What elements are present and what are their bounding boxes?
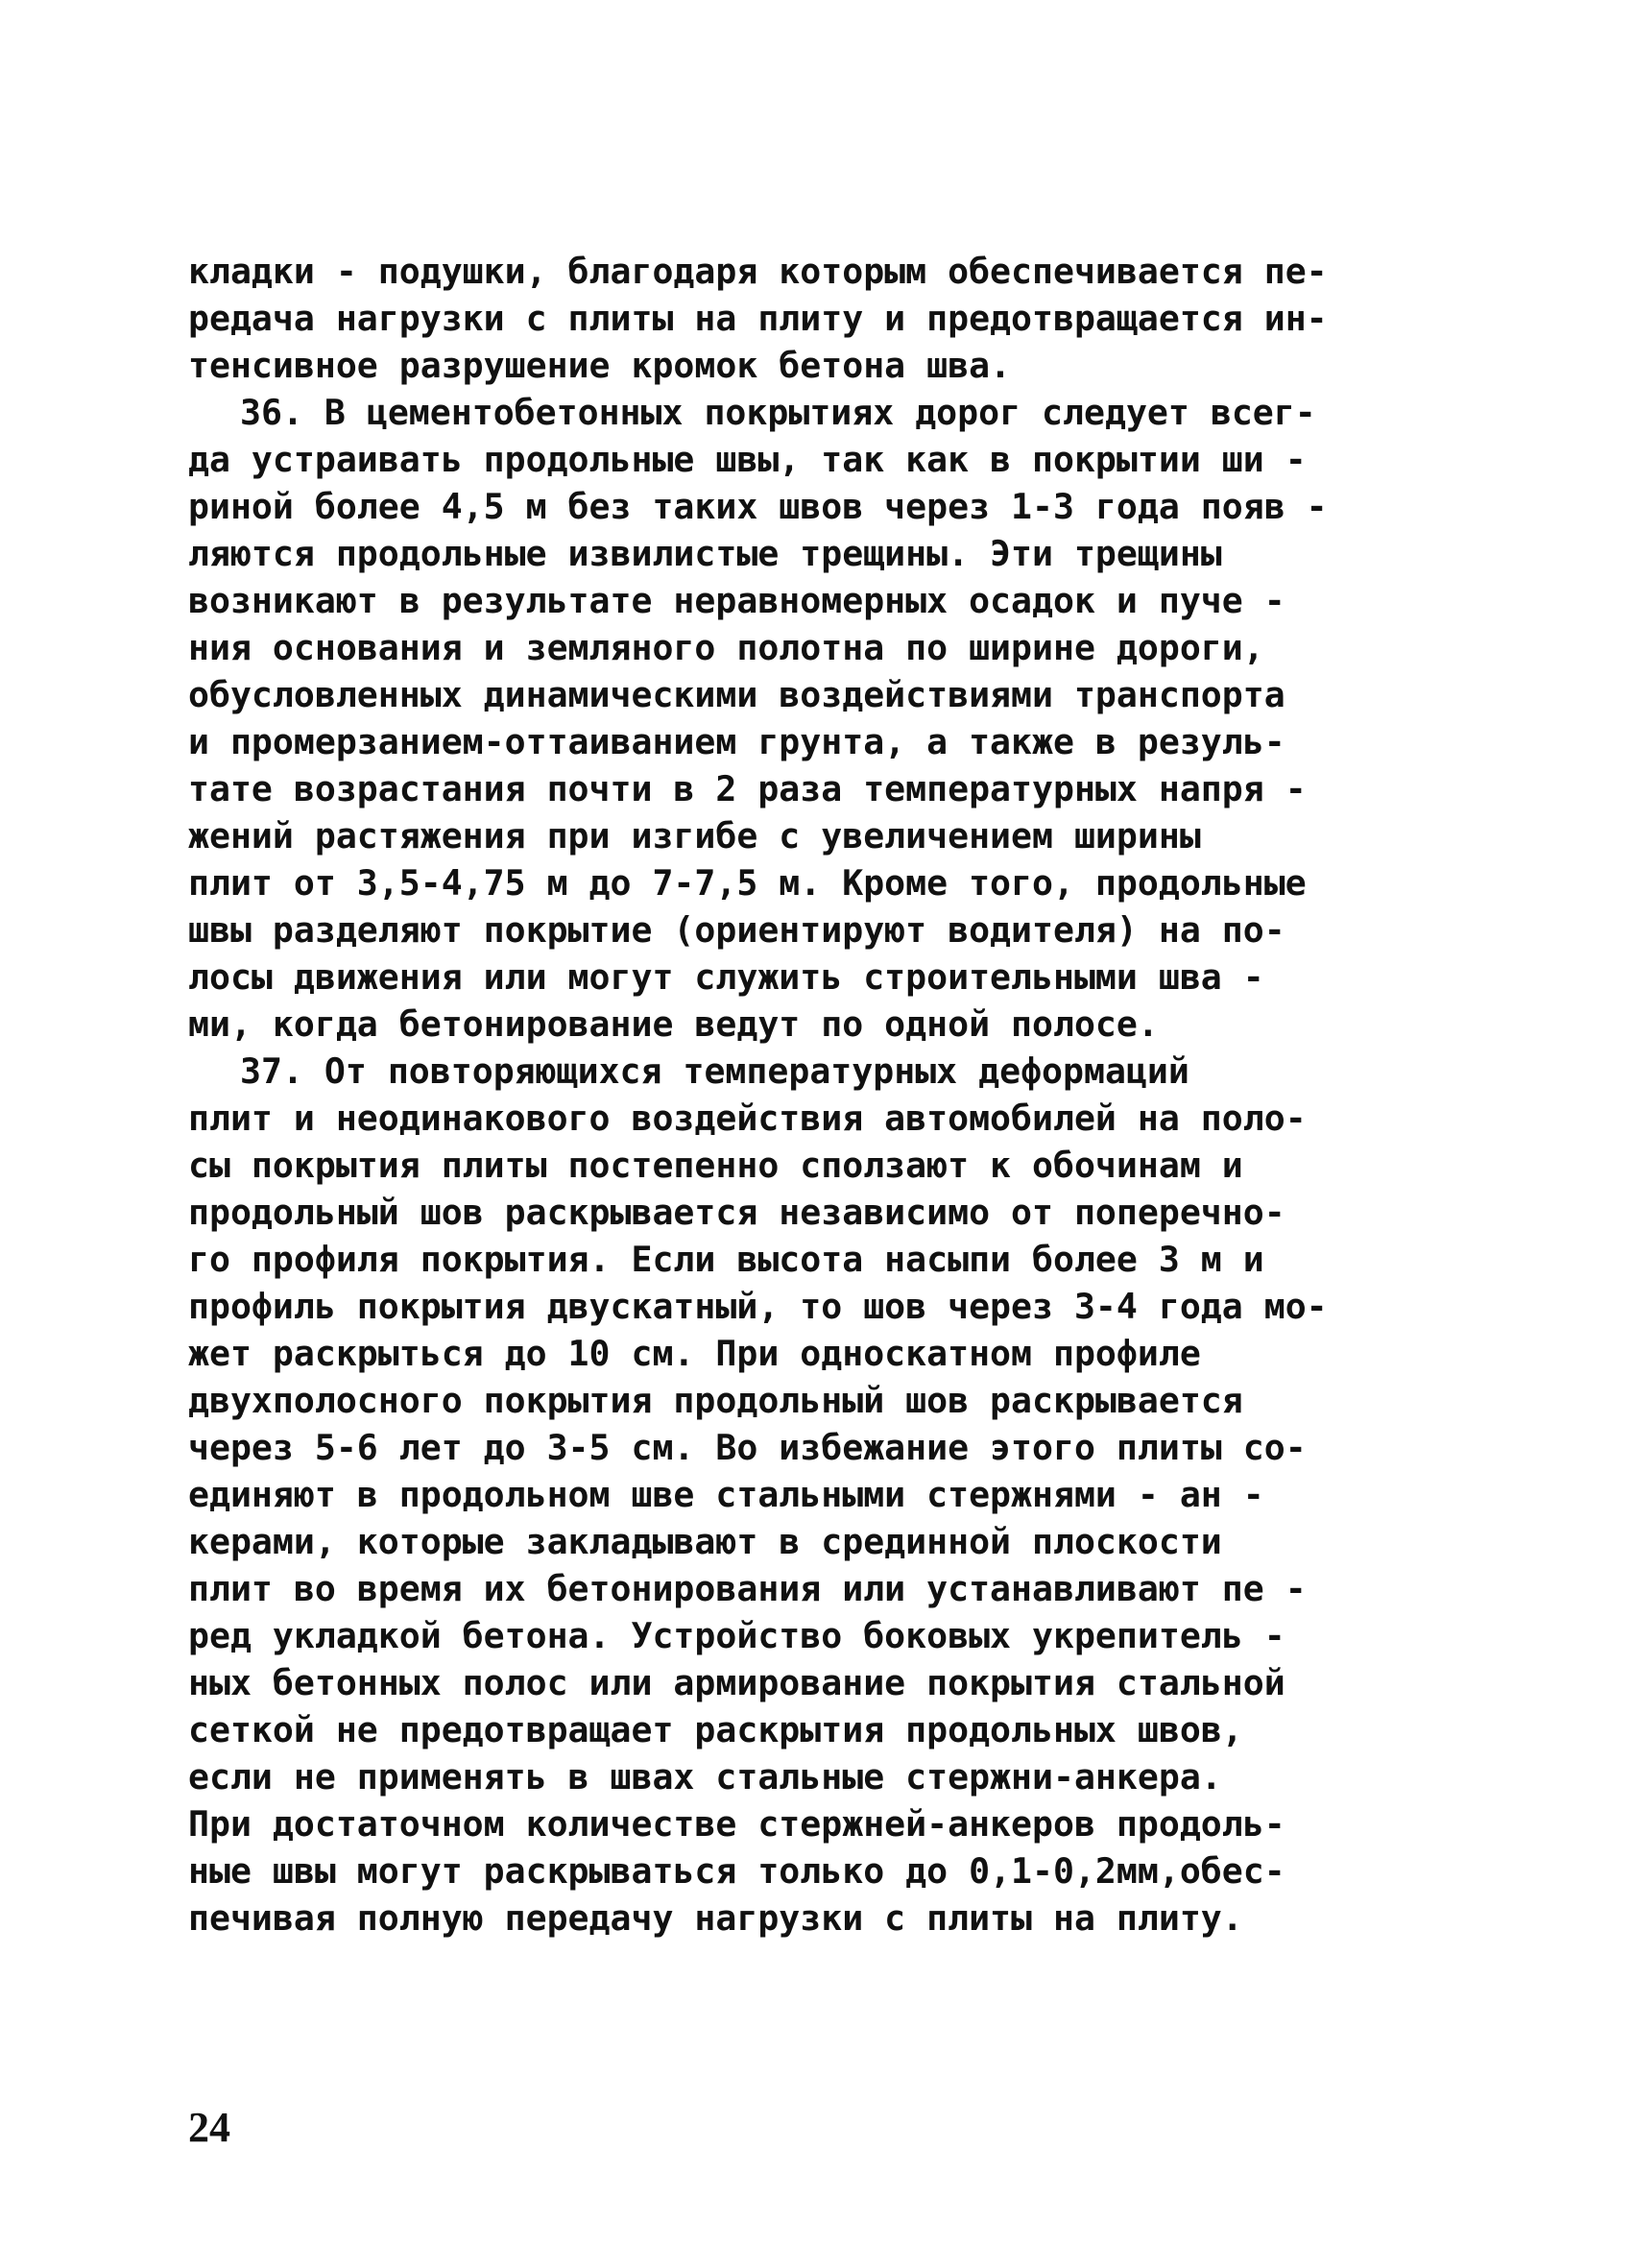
- text-line: возникают в результате неравномерных осадок и пуче -: [188, 580, 1285, 621]
- text-line: ляются продольные извилистые трещины. Эти трещины: [188, 533, 1222, 574]
- text-line: профиль покрытия двускатный, то шов через 3-4 года мо-: [188, 1286, 1328, 1327]
- text-line: ных бетонных полос или армирование покрытия стальной: [188, 1662, 1285, 1703]
- text-line: двухполосного покрытия продольный шов раскрывается: [188, 1380, 1243, 1421]
- text-line: продольный шов раскрывается независимо от поперечно-: [188, 1192, 1285, 1233]
- body-text: [188, 248, 1446, 1942]
- text-line: керами, которые закладывают в срединной плоскости: [188, 1521, 1222, 1562]
- text-line: единяют в продольном шве стальными стержнями - ан -: [188, 1474, 1264, 1515]
- text-line: тате возрастания почти в 2 раза температурных напря -: [188, 768, 1307, 809]
- text-line: плит во время их бетонирования или устанавливают пе -: [188, 1568, 1307, 1609]
- text-line: плит от 3,5-4,75 м до 7-7,5 м. Кроме того, продольные: [188, 862, 1307, 904]
- text-line: ния основания и земляного полотна по ширине дороги,: [188, 627, 1264, 668]
- text-line: ные швы могут раскрываться только до 0,1-0,2мм,обес-: [188, 1850, 1285, 1892]
- text-line: кладки - подушки, благодаря которым обеспечивается пе-: [188, 251, 1328, 292]
- text-line: сы покрытия плиты постепенно сползают к обочинам и: [188, 1145, 1243, 1186]
- text-line: редача нагрузки с плиты на плиту и предотвращается ин-: [188, 298, 1328, 339]
- text-line: через 5-6 лет до 3-5 см. Во избежание этого плиты со-: [188, 1427, 1307, 1468]
- text-line: лосы движения или могут служить строительными шва -: [188, 956, 1264, 998]
- text-line: да устраивать продольные швы, так как в покрытии ши -: [188, 439, 1307, 480]
- text-line: швы разделяют покрытие (ориентируют водителя) на по-: [188, 909, 1285, 951]
- text-line: ред укладкой бетона. Устройство боковых укрепитель -: [188, 1615, 1285, 1656]
- paragraph-37-start: 37. От повторяющихся температурных деформаций: [240, 1050, 1189, 1092]
- text-line: ми, когда бетонирование ведут по одной полосе.: [188, 1003, 1159, 1045]
- text-line: печивая полную передачу нагрузки с плиты на плиту.: [188, 1897, 1243, 1939]
- text-line: сеткой не предотвращает раскрытия продольных швов,: [188, 1709, 1243, 1750]
- text-line: тенсивное разрушение кромок бетона шва.: [188, 345, 1012, 386]
- text-line: жет раскрыться до 10 см. При односкатном профиле: [188, 1333, 1201, 1374]
- text-line: и промерзанием-оттаиванием грунта, а также в резуль-: [188, 721, 1285, 762]
- text-line: риной более 4,5 м без таких швов через 1-3 года появ -: [188, 486, 1328, 527]
- page-number: 24: [188, 2104, 230, 2151]
- text-line: При достаточном количестве стержней-анкеров продоль-: [188, 1803, 1285, 1845]
- text-line: если не применять в швах стальные стержни-анкера.: [188, 1756, 1222, 1798]
- text-line: обусловленных динамическими воздействиями транспорта: [188, 674, 1285, 715]
- paragraph-36-start: 36. В цементобетонных покрытиях дорог следует всег-: [240, 392, 1316, 433]
- text-line: плит и неодинакового воздействия автомобилей на поло-: [188, 1098, 1307, 1139]
- text-line: го профиля покрытия. Если высота насыпи более 3 м и: [188, 1239, 1264, 1280]
- text-line: жений растяжения при изгибе с увеличением ширины: [188, 815, 1201, 857]
